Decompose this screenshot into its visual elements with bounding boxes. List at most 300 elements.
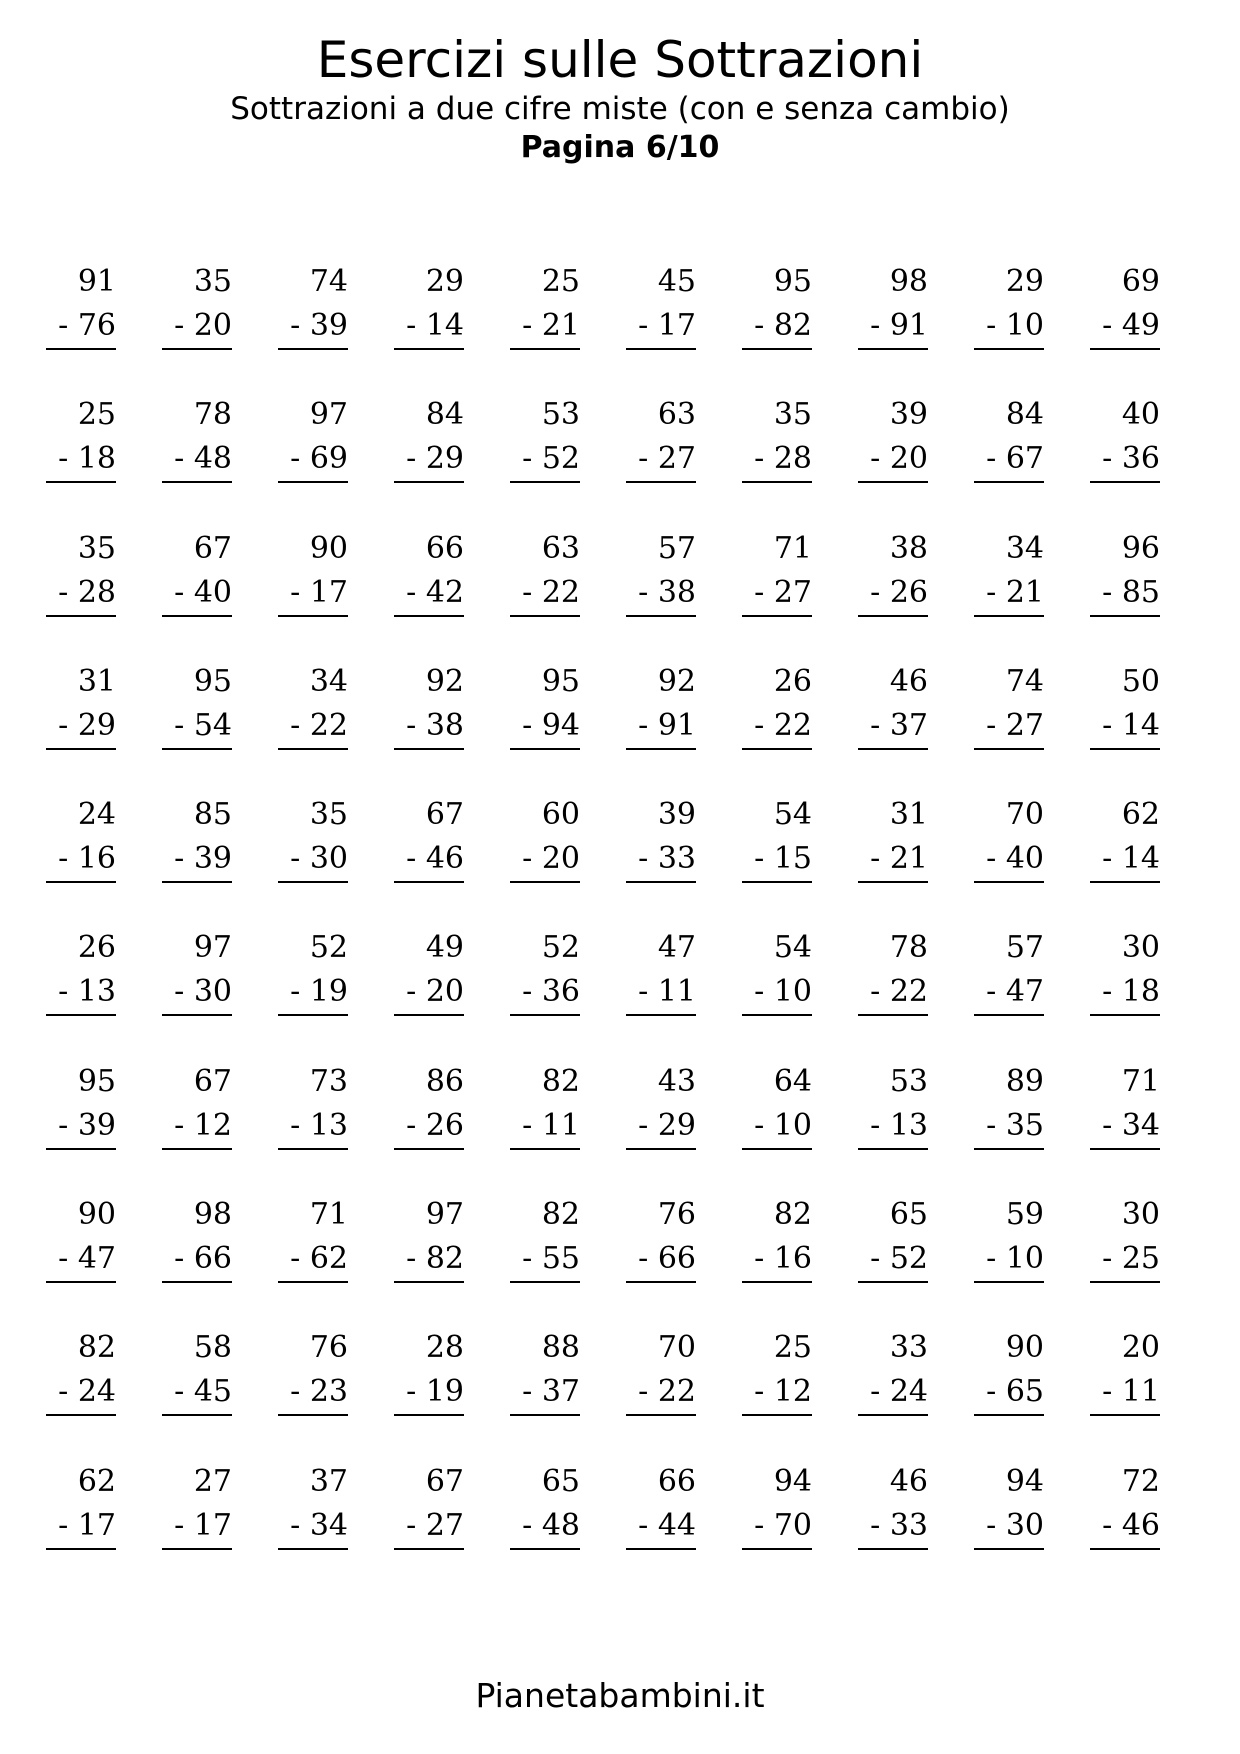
subtraction-exercise	[40, 260, 156, 393]
minuend: 43	[657, 1063, 696, 1099]
subtrahend: - 25	[1090, 1237, 1160, 1283]
minuend: 52	[541, 930, 580, 966]
subtrahend: - 17	[46, 1504, 116, 1550]
subtraction-exercise	[736, 926, 852, 1059]
subtraction-exercise	[1084, 926, 1200, 1059]
subtraction-exercise	[852, 527, 968, 660]
subtrahend: - 76	[46, 304, 116, 350]
minuend: 34	[1005, 530, 1044, 566]
subtrahend: - 40	[162, 571, 232, 617]
subtrahend: - 15	[742, 837, 812, 883]
subtraction-exercise	[40, 1193, 156, 1326]
subtraction-exercise	[272, 660, 388, 793]
subtraction-exercise	[156, 1460, 272, 1593]
subtraction-exercise	[852, 1460, 968, 1593]
minuend: 92	[657, 663, 696, 699]
subtrahend: - 65	[974, 1370, 1044, 1416]
minuend: 86	[425, 1063, 464, 1099]
subtrahend: - 82	[394, 1237, 464, 1283]
minuend: 25	[773, 1330, 812, 1366]
subtrahend: - 34	[278, 1504, 348, 1550]
minuend: 90	[309, 530, 348, 566]
subtraction-exercise	[156, 660, 272, 793]
minuend: 89	[1005, 1063, 1044, 1099]
subtrahend: - 13	[858, 1104, 928, 1150]
minuend: 91	[77, 264, 116, 299]
subtraction-exercise	[852, 260, 968, 393]
subtrahend: - 52	[858, 1237, 928, 1283]
minuend: 69	[1121, 264, 1160, 299]
minuend: 88	[541, 1330, 580, 1366]
subtrahend: - 48	[510, 1504, 580, 1550]
subtrahend: - 21	[510, 304, 580, 350]
subtraction-exercise	[156, 926, 272, 1059]
subtrahend: - 33	[858, 1504, 928, 1550]
subtrahend: - 54	[162, 704, 232, 750]
minuend: 58	[193, 1330, 232, 1366]
subtraction-exercise	[272, 527, 388, 660]
minuend: 49	[425, 930, 464, 966]
subtrahend: - 40	[974, 837, 1044, 883]
subtrahend: - 91	[858, 304, 928, 350]
subtraction-exercise	[1084, 1460, 1200, 1593]
subtraction-exercise	[736, 660, 852, 793]
subtrahend: - 49	[1090, 304, 1160, 350]
minuend: 67	[425, 797, 464, 833]
subtrahend: - 21	[974, 571, 1044, 617]
subtraction-exercise	[968, 393, 1084, 526]
minuend: 54	[773, 797, 812, 833]
minuend: 46	[889, 663, 928, 699]
subtrahend: - 19	[278, 970, 348, 1016]
minuend: 67	[425, 1463, 464, 1499]
minuend: 82	[77, 1330, 116, 1366]
subtraction-exercise	[852, 393, 968, 526]
subtrahend: - 69	[278, 437, 348, 483]
subtraction-exercise	[156, 527, 272, 660]
minuend: 73	[309, 1063, 348, 1099]
subtrahend: - 22	[742, 704, 812, 750]
minuend: 76	[309, 1330, 348, 1366]
exercise-row	[40, 393, 1200, 526]
subtraction-exercise	[40, 1326, 156, 1459]
minuend: 64	[773, 1063, 812, 1099]
subtraction-exercise	[968, 660, 1084, 793]
minuend: 84	[425, 397, 464, 433]
subtraction-exercise	[736, 527, 852, 660]
subtraction-exercise	[504, 660, 620, 793]
subtraction-exercise	[620, 1193, 736, 1326]
subtraction-exercise	[852, 660, 968, 793]
subtrahend: - 36	[1090, 437, 1160, 483]
subtrahend: - 26	[394, 1104, 464, 1150]
minuend: 84	[1005, 397, 1044, 433]
subtraction-exercise	[388, 1193, 504, 1326]
subtrahend: - 22	[510, 571, 580, 617]
subtrahend: - 82	[742, 304, 812, 350]
subtraction-exercise	[504, 1060, 620, 1193]
minuend: 95	[773, 264, 812, 299]
subtraction-exercise	[156, 793, 272, 926]
minuend: 71	[309, 1197, 348, 1233]
subtraction-exercise	[388, 393, 504, 526]
subtraction-exercise	[968, 1460, 1084, 1593]
subtrahend: - 27	[742, 571, 812, 617]
subtrahend: - 14	[394, 304, 464, 350]
subtrahend: - 28	[46, 571, 116, 617]
subtrahend: - 94	[510, 704, 580, 750]
subtraction-exercise	[504, 1326, 620, 1459]
minuend: 29	[425, 264, 464, 299]
minuend: 66	[425, 530, 464, 566]
minuend: 57	[1005, 930, 1044, 966]
minuend: 71	[773, 530, 812, 566]
minuend: 66	[657, 1463, 696, 1499]
minuend: 94	[1005, 1463, 1044, 1499]
minuend: 47	[657, 930, 696, 966]
subtraction-exercise	[736, 1326, 852, 1459]
subtrahend: - 11	[1090, 1370, 1160, 1416]
subtraction-exercise	[736, 1193, 852, 1326]
subtraction-exercise	[40, 393, 156, 526]
minuend: 95	[193, 663, 232, 699]
subtrahend: - 22	[858, 970, 928, 1016]
subtraction-exercise	[504, 926, 620, 1059]
subtrahend: - 27	[626, 437, 696, 483]
minuend: 98	[889, 264, 928, 299]
subtrahend: - 18	[46, 437, 116, 483]
minuend: 33	[889, 1330, 928, 1366]
subtraction-exercise	[620, 660, 736, 793]
subtrahend: - 11	[510, 1104, 580, 1150]
subtrahend: - 62	[278, 1237, 348, 1283]
exercise-row	[40, 527, 1200, 660]
subtraction-exercise	[272, 260, 388, 393]
subtrahend: - 70	[742, 1504, 812, 1550]
subtraction-exercise	[620, 1060, 736, 1193]
minuend: 94	[773, 1463, 812, 1499]
page-title: Esercizi sulle Sottrazioni	[316, 31, 924, 89]
minuend: 78	[193, 397, 232, 433]
subtrahend: - 10	[742, 970, 812, 1016]
subtrahend: - 37	[510, 1370, 580, 1416]
subtrahend: - 12	[742, 1370, 812, 1416]
subtraction-exercise	[620, 1326, 736, 1459]
subtraction-exercise	[272, 793, 388, 926]
minuend: 24	[77, 797, 116, 833]
subtrahend: - 33	[626, 837, 696, 883]
minuend: 29	[1005, 264, 1044, 299]
subtrahend: - 20	[510, 837, 580, 883]
subtraction-exercise	[504, 527, 620, 660]
subtraction-exercise	[852, 1193, 968, 1326]
subtraction-exercise	[388, 926, 504, 1059]
subtraction-exercise	[852, 1060, 968, 1193]
subtraction-exercise	[504, 393, 620, 526]
subtrahend: - 17	[626, 304, 696, 350]
subtraction-exercise	[388, 1460, 504, 1593]
minuend: 62	[1121, 797, 1160, 833]
subtrahend: - 13	[278, 1104, 348, 1150]
subtrahend: - 45	[162, 1370, 232, 1416]
subtraction-exercise	[272, 1460, 388, 1593]
subtrahend: - 30	[162, 970, 232, 1016]
subtraction-exercise	[504, 1193, 620, 1326]
subtrahend: - 22	[626, 1370, 696, 1416]
page-header	[0, 30, 1240, 168]
subtraction-exercise	[968, 260, 1084, 393]
subtrahend: - 23	[278, 1370, 348, 1416]
subtrahend: - 29	[394, 437, 464, 483]
minuend: 63	[541, 530, 580, 566]
subtraction-exercise	[620, 793, 736, 926]
subtraction-exercise	[504, 793, 620, 926]
subtrahend: - 30	[974, 1504, 1044, 1550]
subtraction-exercise	[40, 1460, 156, 1593]
subtraction-exercise	[272, 1060, 388, 1193]
subtrahend: - 67	[974, 437, 1044, 483]
subtrahend: - 12	[162, 1104, 232, 1150]
subtraction-exercise	[1084, 793, 1200, 926]
subtrahend: - 20	[162, 304, 232, 350]
subtraction-exercise	[968, 926, 1084, 1059]
subtraction-exercise	[156, 1193, 272, 1326]
subtraction-exercise	[1084, 260, 1200, 393]
subtraction-exercise	[156, 1060, 272, 1193]
minuend: 59	[1005, 1197, 1044, 1233]
subtraction-exercise	[852, 926, 968, 1059]
subtraction-exercise	[968, 1326, 1084, 1459]
subtraction-exercise	[40, 660, 156, 793]
subtraction-exercise	[736, 1060, 852, 1193]
subtrahend: - 39	[162, 837, 232, 883]
subtraction-exercise	[852, 1326, 968, 1459]
subtrahend: - 34	[1090, 1104, 1160, 1150]
subtrahend: - 47	[46, 1237, 116, 1283]
subtrahend: - 66	[626, 1237, 696, 1283]
subtraction-exercise	[388, 527, 504, 660]
minuend: 38	[889, 530, 928, 566]
minuend: 92	[425, 663, 464, 699]
minuend: 60	[541, 797, 580, 833]
minuend: 90	[1005, 1330, 1044, 1366]
subtrahend: - 36	[510, 970, 580, 1016]
subtrahend: - 11	[626, 970, 696, 1016]
subtraction-exercise	[852, 793, 968, 926]
minuend: 52	[309, 930, 348, 966]
minuend: 39	[889, 397, 928, 433]
subtraction-exercise	[388, 1060, 504, 1193]
subtraction-exercise	[156, 260, 272, 393]
page-subtitle: Sottrazioni a due cifre miste (con e senza cambio)	[230, 91, 1010, 127]
subtrahend: - 10	[974, 1237, 1044, 1283]
subtraction-exercise	[1084, 393, 1200, 526]
exercise-grid	[40, 260, 1200, 1593]
subtraction-exercise	[736, 1460, 852, 1593]
subtrahend: - 39	[278, 304, 348, 350]
minuend: 96	[1121, 530, 1160, 566]
exercise-row	[40, 926, 1200, 1059]
subtraction-exercise	[388, 660, 504, 793]
subtrahend: - 27	[394, 1504, 464, 1550]
subtraction-exercise	[736, 260, 852, 393]
subtrahend: - 38	[626, 571, 696, 617]
subtraction-exercise	[620, 393, 736, 526]
subtrahend: - 29	[626, 1104, 696, 1150]
minuend: 78	[889, 930, 928, 966]
minuend: 45	[657, 264, 696, 299]
subtrahend: - 37	[858, 704, 928, 750]
minuend: 35	[193, 264, 232, 299]
minuend: 50	[1121, 663, 1160, 699]
minuend: 95	[541, 663, 580, 699]
subtrahend: - 20	[858, 437, 928, 483]
subtraction-exercise	[968, 793, 1084, 926]
minuend: 46	[889, 1463, 928, 1499]
subtrahend: - 10	[742, 1104, 812, 1150]
subtraction-exercise	[388, 793, 504, 926]
subtrahend: - 27	[974, 704, 1044, 750]
minuend: 53	[889, 1063, 928, 1099]
subtrahend: - 14	[1090, 837, 1160, 883]
subtraction-exercise	[736, 793, 852, 926]
subtraction-exercise	[968, 527, 1084, 660]
minuend: 95	[77, 1063, 116, 1099]
subtrahend: - 14	[1090, 704, 1160, 750]
subtrahend: - 21	[858, 837, 928, 883]
subtraction-exercise	[40, 793, 156, 926]
subtrahend: - 44	[626, 1504, 696, 1550]
minuend: 35	[77, 530, 116, 566]
minuend: 31	[77, 663, 116, 699]
subtrahend: - 66	[162, 1237, 232, 1283]
subtrahend: - 17	[162, 1504, 232, 1550]
subtrahend: - 26	[858, 571, 928, 617]
subtraction-exercise	[272, 926, 388, 1059]
subtrahend: - 10	[974, 304, 1044, 350]
minuend: 26	[773, 663, 812, 699]
exercise-row	[40, 660, 1200, 793]
minuend: 74	[309, 264, 348, 299]
minuend: 26	[77, 930, 116, 966]
subtrahend: - 24	[858, 1370, 928, 1416]
subtrahend: - 48	[162, 437, 232, 483]
subtraction-exercise	[388, 260, 504, 393]
subtraction-exercise	[504, 260, 620, 393]
minuend: 70	[657, 1330, 696, 1366]
minuend: 28	[425, 1330, 464, 1366]
subtraction-exercise	[1084, 1193, 1200, 1326]
minuend: 72	[1121, 1463, 1160, 1499]
exercise-row	[40, 1193, 1200, 1326]
minuend: 82	[541, 1197, 580, 1233]
subtraction-exercise	[272, 1326, 388, 1459]
subtraction-exercise	[1084, 660, 1200, 793]
minuend: 63	[657, 397, 696, 433]
subtrahend: - 38	[394, 704, 464, 750]
minuend: 34	[309, 663, 348, 699]
minuend: 20	[1121, 1330, 1160, 1366]
exercise-row	[40, 1326, 1200, 1459]
subtraction-exercise	[968, 1193, 1084, 1326]
minuend: 31	[889, 797, 928, 833]
subtrahend: - 55	[510, 1237, 580, 1283]
minuend: 67	[193, 1063, 232, 1099]
subtraction-exercise	[620, 527, 736, 660]
subtrahend: - 22	[278, 704, 348, 750]
subtrahend: - 13	[46, 970, 116, 1016]
minuend: 27	[193, 1463, 232, 1499]
subtraction-exercise	[40, 1060, 156, 1193]
minuend: 98	[193, 1197, 232, 1233]
subtrahend: - 24	[46, 1370, 116, 1416]
subtrahend: - 46	[1090, 1504, 1160, 1550]
minuend: 25	[541, 264, 580, 299]
subtrahend: - 42	[394, 571, 464, 617]
subtraction-exercise	[620, 926, 736, 1059]
minuend: 54	[773, 930, 812, 966]
minuend: 90	[77, 1197, 116, 1233]
exercise-row	[40, 1460, 1200, 1593]
minuend: 97	[193, 930, 232, 966]
subtrahend: - 29	[46, 704, 116, 750]
subtrahend: - 35	[974, 1104, 1044, 1150]
minuend: 53	[541, 397, 580, 433]
minuend: 97	[425, 1197, 464, 1233]
minuend: 85	[193, 797, 232, 833]
minuend: 37	[309, 1463, 348, 1499]
minuend: 39	[657, 797, 696, 833]
minuend: 82	[541, 1063, 580, 1099]
minuend: 30	[1121, 1197, 1160, 1233]
minuend: 35	[309, 797, 348, 833]
minuend: 67	[193, 530, 232, 566]
subtrahend: - 18	[1090, 970, 1160, 1016]
minuend: 57	[657, 530, 696, 566]
subtrahend: - 46	[394, 837, 464, 883]
subtrahend: - 16	[742, 1237, 812, 1283]
page-number: Pagina 6/10	[520, 130, 720, 165]
minuend: 97	[309, 397, 348, 433]
subtraction-exercise	[272, 393, 388, 526]
minuend: 40	[1121, 397, 1160, 433]
subtrahend: - 30	[278, 837, 348, 883]
minuend: 65	[889, 1197, 928, 1233]
minuend: 82	[773, 1197, 812, 1233]
subtrahend: - 28	[742, 437, 812, 483]
subtraction-exercise	[504, 1460, 620, 1593]
minuend: 25	[77, 397, 116, 433]
minuend: 71	[1121, 1063, 1160, 1099]
minuend: 62	[77, 1463, 116, 1499]
minuend: 30	[1121, 930, 1160, 966]
subtrahend: - 39	[46, 1104, 116, 1150]
subtrahend: - 19	[394, 1370, 464, 1416]
minuend: 70	[1005, 797, 1044, 833]
subtraction-exercise	[156, 1326, 272, 1459]
subtraction-exercise	[620, 260, 736, 393]
exercise-row	[40, 260, 1200, 393]
subtraction-exercise	[1084, 1326, 1200, 1459]
subtraction-exercise	[620, 1460, 736, 1593]
subtraction-exercise	[272, 1193, 388, 1326]
minuend: 74	[1005, 663, 1044, 699]
subtraction-exercise	[388, 1326, 504, 1459]
subtrahend: - 85	[1090, 571, 1160, 617]
subtrahend: - 17	[278, 571, 348, 617]
subtraction-exercise	[736, 393, 852, 526]
subtrahend: - 47	[974, 970, 1044, 1016]
